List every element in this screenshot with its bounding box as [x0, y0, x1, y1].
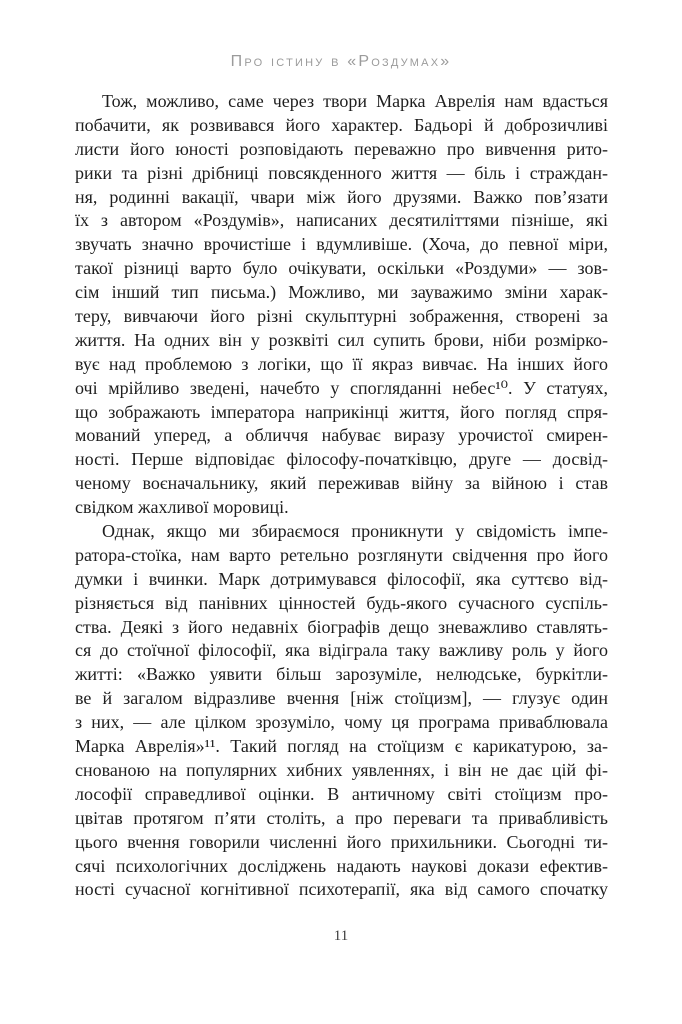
- body-text-line: думки і вчинки. Марк дотримувався філософії, яка суттєво від-: [75, 568, 608, 589]
- running-header: Про істину в «Роздумах»: [230, 53, 452, 70]
- body-text-line: лософії справедливої оцінки. В античному світі стоїцизм про-: [75, 783, 608, 804]
- body-text-line: ся до стоїчної філософії, яка відіграла таку важливу роль у його: [75, 640, 608, 661]
- body-text-line: сім інший тип письма.) Можливо, ми зауважимо зміни харак-: [75, 282, 608, 303]
- body-text-line: життя. На одних він у розквіті сил супить брови, ніби розмірко-: [75, 329, 608, 350]
- body-text-line: снованою на популярних хибних уявленнях, і він не дає цій фі-: [75, 759, 608, 780]
- body-text-line: свідком жахливої моровиці.: [75, 497, 289, 518]
- page-body: [75, 90, 608, 902]
- body-text-line: цього вчення говорили численні його прихильники. Сьогодні ти-: [75, 831, 608, 852]
- body-text-line: такої різниці варто було очікувати, оскільки «Роздуми» — зов-: [75, 258, 608, 279]
- body-text-line: цвітав протягом п’яти століть, а про переваги та привабливість: [75, 807, 608, 828]
- body-text-line: ченому воєначальнику, який переживав війну за війною і став: [75, 473, 608, 494]
- body-text-line: ності сучасної когнітивної психотерапії, яка від самого спочатку: [75, 879, 608, 900]
- body-text-line: їх з автором «Роздумів», написаних десятиліттями пізніше, які: [75, 210, 608, 231]
- body-text-line: ності. Перше відповідає філософу-початківцю, друге — досвід-: [75, 449, 608, 470]
- body-text-line: з них, — але цілком зрозуміло, чому ця програма приваблювала: [75, 712, 608, 733]
- body-text-line: мований уперед, а обличчя набуває виразу урочистої смирен-: [75, 425, 608, 446]
- body-text-line: ве й загалом відразливе вчення [ніж стоїцизм], — глузує один: [75, 688, 608, 709]
- body-text-line: Тож, можливо, саме через твори Марка Аврелія нам вдасться: [102, 91, 608, 111]
- body-text-line: ратора-стоїка, нам варто ретельно розглянути свідчення про його: [75, 544, 608, 565]
- body-text-line: очі мрійливо зведені, начебто у спогляданні небес¹⁰. У статуях,: [75, 377, 608, 398]
- page-number: 11: [333, 928, 349, 944]
- body-text-line: вує над проблемою з логіки, що її якраз вивчає. На інших його: [75, 353, 608, 374]
- body-text-line: побачити, як розвивався його характер. Бадьорі й доброзичливі: [75, 114, 608, 135]
- body-text-line: різняється від панівних цінностей будь-якого сучасного суспіль-: [75, 592, 608, 613]
- body-text-line: ства. Деякі з його недавніх біографів дещо зневажливо ставлять-: [75, 616, 608, 637]
- body-text-line: теру, вивчаючи його різні скульптурні зображення, створені за: [75, 306, 608, 327]
- body-text-line: що зображають імператора наприкінці життя, його погляд спря-: [75, 401, 608, 422]
- body-text-line: рики та різні дрібниці повсякденного життя — біль і страждан-: [75, 162, 608, 183]
- body-text-line: Однак, якщо ми збираємося проникнути у свідомість імпе-: [102, 521, 608, 542]
- body-text-line: сячі психологічних досліджень надають наукові докази ефектив-: [75, 855, 608, 876]
- body-text-line: листи його юності розповідають переважно про вивчення рито-: [75, 138, 608, 159]
- body-text-line: звучать значно врочистіше і вдумливіше. (Хоча, до певної міри,: [75, 234, 608, 255]
- body-text-line: Марка Аврелія»¹¹. Такий погляд на стоїцизм є карикатурою, за-: [75, 736, 608, 757]
- body-text-line: ня, родинні вакації, чвари між його друзями. Важко пов’язати: [75, 186, 608, 207]
- body-text-line: житті: «Важко уявити більш зарозуміле, нелюдське, буркітли-: [75, 664, 608, 685]
